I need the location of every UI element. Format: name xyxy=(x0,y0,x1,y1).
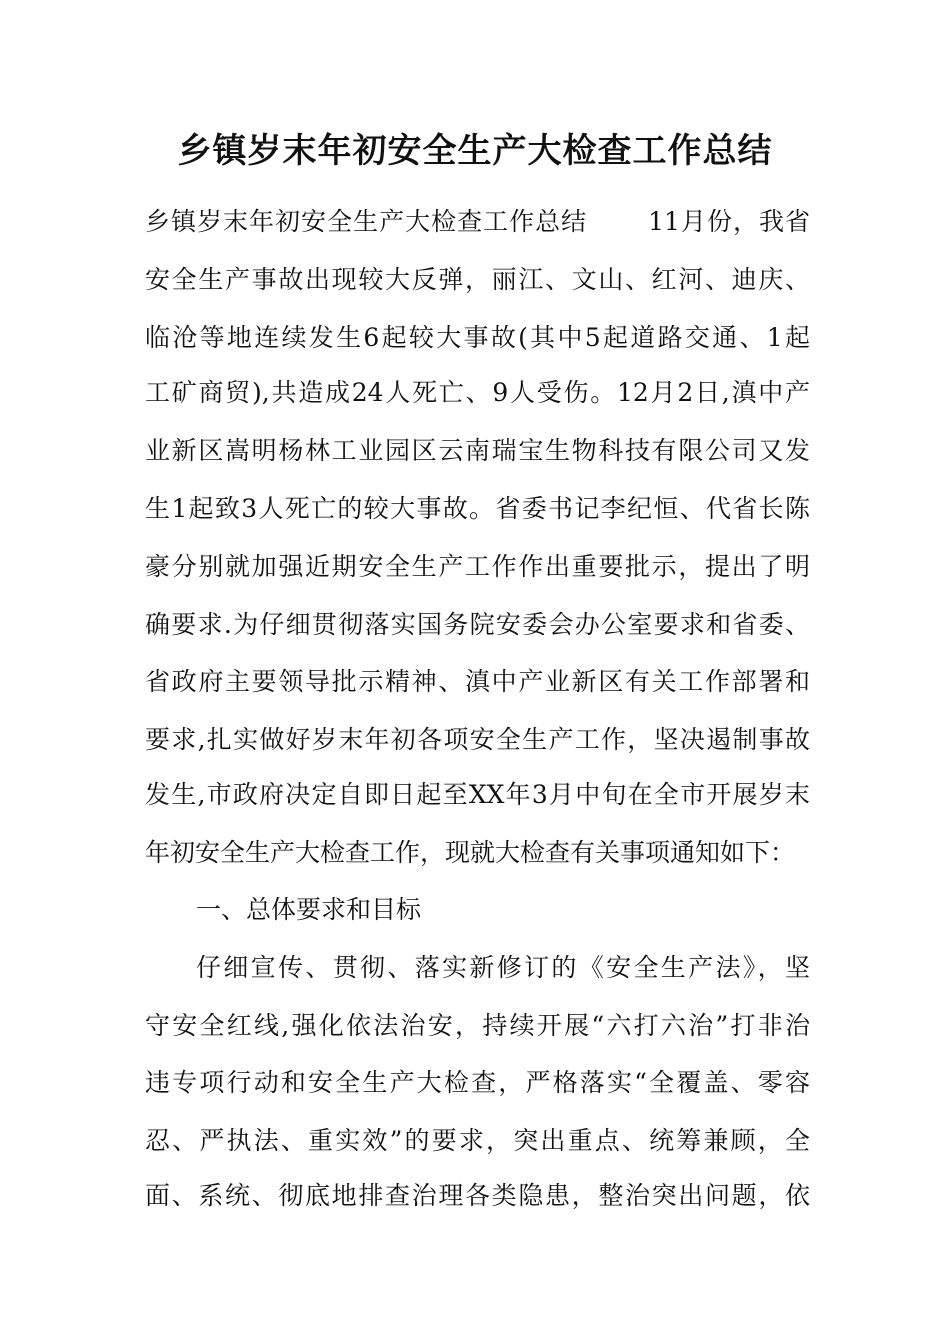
body-line: 豪分别就加强近期安全生产工作作出重要批示，提出了明 xyxy=(145,552,810,581)
body-line: 业新区嵩明杨林工业园区云南瑞宝生物科技有限公司又发 xyxy=(145,436,810,465)
body-line: 工矿商贸),共造成24人死亡、9人受伤。12月2日,滇中产 xyxy=(145,378,810,407)
body-line: 发生,市政府决定自即日起至XX年3月中旬在全市开展岁末 xyxy=(145,780,810,809)
body-line: 确要求.为仔细贯彻落实国务院安委会办公室要求和省委、 xyxy=(145,610,810,639)
body-line: 要求,扎实做好岁末年初各项安全生产工作，坚决遏制事故 xyxy=(145,725,810,754)
body-line: 违专项行动和安全生产大检查，严格落实“全覆盖、零容 xyxy=(145,1068,810,1097)
body-line: 忍、严执法、重实效”的要求，突出重点、统筹兼顾，全 xyxy=(145,1126,810,1155)
body-line: 仔细宣传、贯彻、落实新修订的《安全生产法》，坚 xyxy=(196,953,810,982)
body-line: 乡镇岁末年初安全生产大检查工作总结 11月份，我省 xyxy=(145,207,810,236)
body-line: 守安全红线,强化依法治安，持续开展“六打六治”打非治 xyxy=(145,1011,810,1040)
body-line: 生1起致3人死亡的较大事故。省委书记李纪恒、代省长陈 xyxy=(145,494,810,523)
body-line: 安全生产事故出现较大反弹，丽江、文山、红河、迪庆、 xyxy=(145,265,810,294)
body-line: 年初安全生产大检查工作，现就大检查有关事项通知如下： xyxy=(145,838,796,867)
document-title: 乡镇岁末年初安全生产大检查工作总结 xyxy=(177,131,773,171)
body-line: 临沧等地连续发生6起较大事故(其中5起道路交通、1起 xyxy=(145,323,810,352)
body-line: 省政府主要领导批示精神、滇中产业新区有关工作部署和 xyxy=(145,667,810,696)
body-line: 面、系统、彻底地排查治理各类隐患，整治突出问题，依 xyxy=(145,1181,810,1210)
section-heading: 一、总体要求和目标 xyxy=(196,895,422,924)
